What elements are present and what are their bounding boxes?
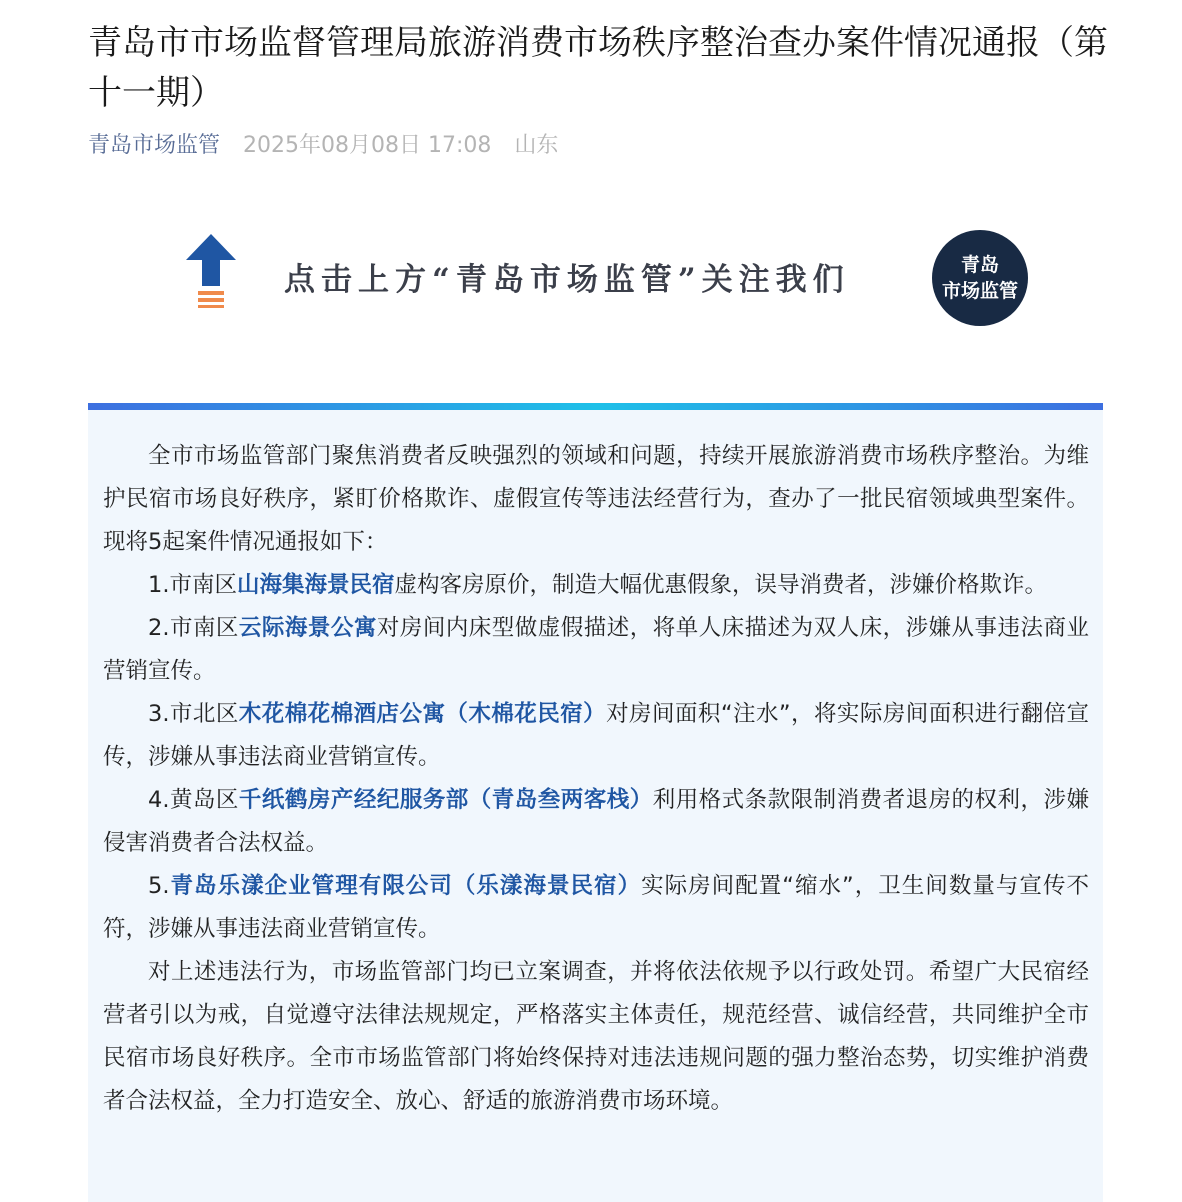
case-prefix: 1.市南区	[148, 572, 237, 598]
case-description: 利用格式条款限制消费者退房的权利，涉嫌侵害消费者合法权益。	[103, 787, 1089, 856]
badge-line-2: 市场监管	[941, 280, 1018, 302]
arrow-up-icon	[186, 234, 236, 308]
case-description: 虚构客房原价，制造大幅优惠假象，误导消费者，涉嫌价格欺诈。	[394, 572, 1047, 598]
case-prefix: 2.市南区	[148, 615, 239, 641]
article-meta	[88, 130, 558, 162]
article-title: 青岛市市场监督管理局旅游消费市场秩序整治查办案件情况通报（第十一期）	[88, 23, 1108, 113]
case-merchant-name: 山海集海景民宿	[236, 572, 395, 598]
article-content-card	[88, 403, 1103, 1202]
case-item	[103, 779, 1089, 865]
article-body	[103, 435, 1089, 1123]
case-prefix: 3.市北区	[148, 701, 239, 727]
badge-line-1: 青岛	[960, 254, 999, 276]
case-item	[103, 607, 1089, 693]
account-logo-badge[interactable]	[932, 230, 1028, 326]
case-prefix: 4.黄岛区	[148, 787, 239, 813]
closing-paragraph: 对上述违法行为，市场监管部门均已立案调查，并将依法依规予以行政处罚。希望广大民宿经营者引以为戒，自觉遵守法律法规规定，严格落实主体责任，规范经营、诚信经营，共同维护全市民宿市场良好秩序。全市市场监管部门将始终保持对违法违规问题的强力整治态势，切实维护消费者合法权益，全力打造安全、放心、舒适的旅游消费市场环境。	[103, 959, 1089, 1114]
case-item	[103, 693, 1089, 779]
case-merchant-name: 木花棉花棉酒店公寓（木棉花民宿）	[238, 701, 607, 727]
case-merchant-name: 千纸鹤房产经纪服务部（青岛叁两客栈）	[238, 787, 653, 813]
follow-banner	[88, 228, 1103, 328]
case-description: 对房间面积“注水”，将实际房间面积进行翻倍宣传，涉嫌从事违法商业营销宣传。	[103, 701, 1089, 770]
publish-datetime: 2025年08月08日 17:08	[243, 133, 492, 158]
case-merchant-name: 青岛乐漾企业管理有限公司（乐漾海景民宿）	[169, 873, 642, 899]
case-merchant-name: 云际海景公寓	[238, 615, 377, 641]
intro-paragraph: 全市市场监管部门聚焦消费者反映强烈的领域和问题，持续开展旅游消费市场秩序整治。为维护民宿市场良好秩序，紧盯价格欺诈、虚假宣传等违法经营行为，查办了一批民宿领域典型案件。现将5起案件情况通报如下：	[103, 443, 1089, 555]
card-top-gradient-bar	[88, 403, 1103, 410]
case-description: 对房间内床型做虚假描述，将单人床描述为双人床，涉嫌从事违法商业营销宣传。	[103, 615, 1089, 684]
publish-location: 山东	[514, 133, 559, 158]
case-item	[103, 564, 1089, 607]
case-prefix: 5.	[148, 873, 170, 899]
account-name-link[interactable]: 青岛市场监管	[88, 133, 221, 158]
case-item	[103, 865, 1089, 951]
follow-prompt-text: 点击上方“青岛市场监管”关注我们	[284, 262, 850, 298]
case-description: 实际房间配置“缩水”，卫生间数量与宣传不符，涉嫌从事违法商业营销宣传。	[103, 873, 1089, 942]
